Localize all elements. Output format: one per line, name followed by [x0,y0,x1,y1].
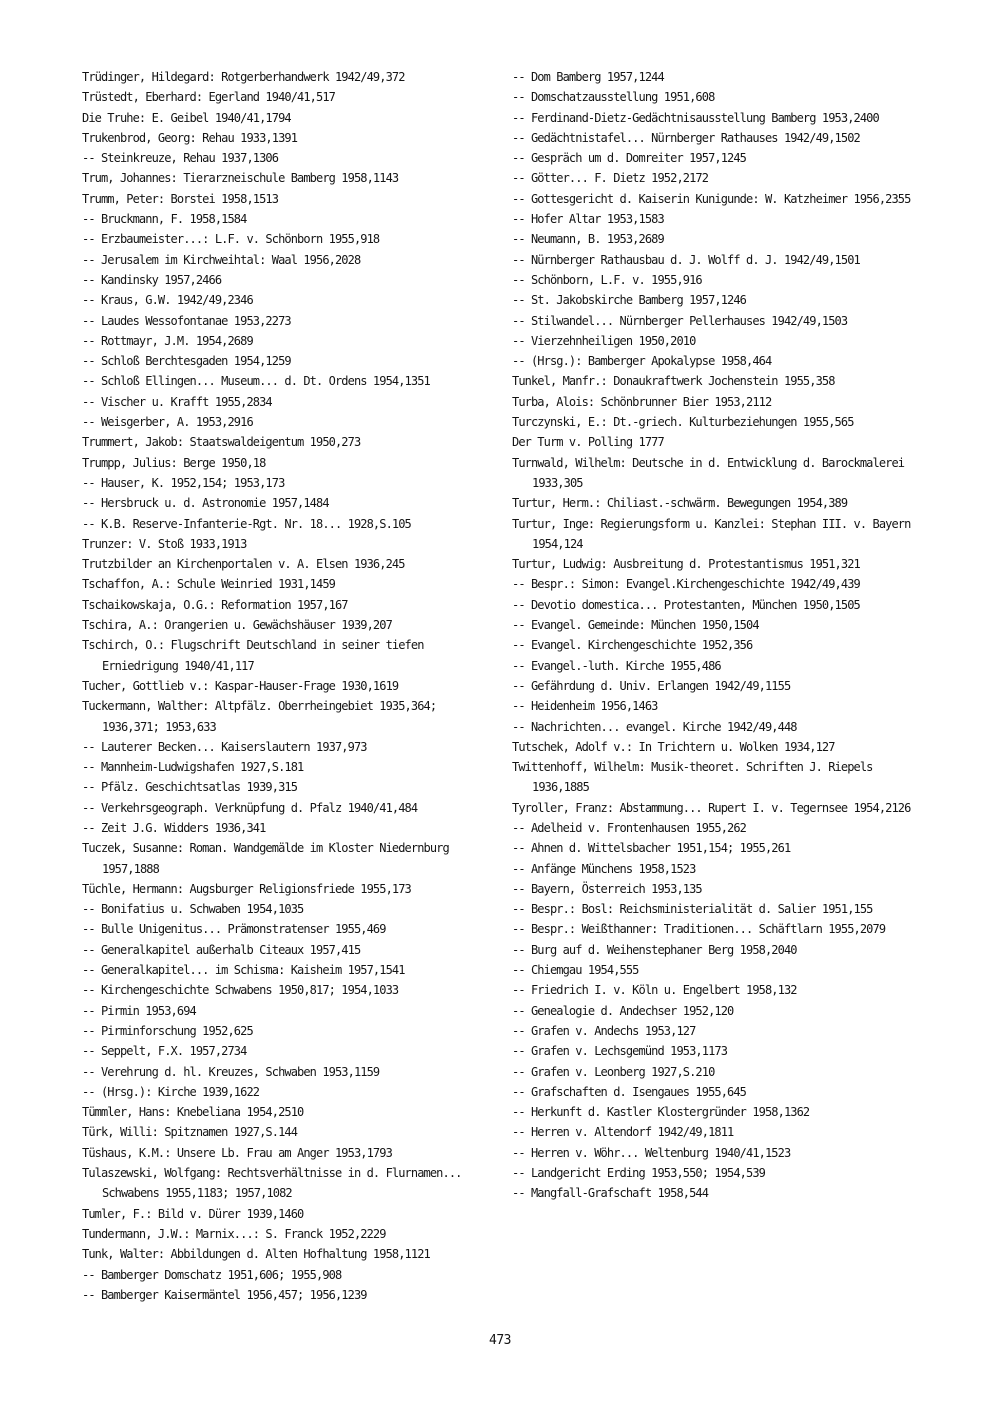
index-entry: -- Verkehrsgeograph. Verknüpfung d. Pfalz 1940/41,484 [82,800,418,815]
index-entry: -- Pirmin 1953,694 [82,1003,196,1018]
index-entry: Tutschek, Adolf v.: In Trichtern u. Wolken 1934,127 [512,739,835,754]
index-entry: -- Bespr.: Simon: Evangel.Kirchengeschichte 1942/49,439 [512,577,860,592]
index-entry: -- Nürnberger Rathausbau d. J. Wolff d. J. 1942/49,1501 [512,252,860,267]
index-entry: -- Schönborn, L.F. v. 1955,916 [512,272,702,287]
index-entry: -- Hauser, K. 1952,154; 1953,173 [82,475,285,490]
index-entry: -- Dom Bamberg 1957,1244 [512,70,664,84]
index-entry: Trum, Johannes: Tierarzneischule Bamberg 1958,1143 [82,171,399,186]
index-entry: Tschira, A.: Orangerien u. Gewächshäuser 1939,207 [82,618,392,633]
index-entry: Trüdinger, Hildegard: Rotgerberhandwerk 1942/49,372 [82,70,405,84]
index-entry: Tunkel, Manfr.: Donaukraftwerk Jochenstein 1955,358 [512,374,835,389]
index-entry: -- Pirminforschung 1952,625 [82,1023,253,1038]
index-entry: -- Ahnen d. Wittelsbacher 1951,154; 1955,261 [512,841,791,856]
index-entry: -- Heidenheim 1956,1463 [512,699,658,714]
index-entry: Tuckermann, Walther: Altpfälz. Oberrheingebiet 1935,364; 1936,371; 1953,633 [82,699,437,734]
index-entry: -- Mannheim-Ludwigshafen 1927,S.181 [82,760,304,775]
index-entry: -- Zeit J.G. Widders 1936,341 [82,820,266,835]
index-entry: -- Domschatzausstellung 1951,608 [512,90,715,105]
index-entry: -- Grafen v. Andechs 1953,127 [512,1023,696,1038]
index-entry: Türk, Willi: Spitznamen 1927,S.144 [82,1125,298,1140]
index-entry: Tüchle, Hermann: Augsburger Religionsfriede 1955,173 [82,881,411,896]
index-entry: Tschaikowskaja, O.G.: Reformation 1957,167 [82,597,348,612]
index-entry: Turtur, Inge: Regierungsform u. Kanzlei: Stephan III. v. Bayern 1954,124 [512,516,911,551]
index-entry: Tucher, Gottlieb v.: Kaspar-Hauser-Frage 1930,1619 [82,678,399,693]
index-entry: -- Götter... F. Dietz 1952,2172 [512,171,709,186]
index-entry: -- Landgericht Erding 1953,550; 1954,539 [512,1166,765,1181]
index-entry: Trumpp, Julius: Berge 1950,18 [82,455,266,470]
index-entry: Trutzbilder an Kirchenportalen v. A. Elsen 1936,245 [82,557,405,572]
index-entry: -- Jerusalem im Kirchweihtal: Waal 1956,2028 [82,252,361,267]
index-entry: -- Bamberger Kaisermäntel 1956,457; 1956,1239 [82,1287,367,1302]
index-entry: -- Lauterer Becken... Kaiserslautern 1937,973 [82,739,367,754]
index-entry: Der Turm v. Polling 1777 [512,435,664,450]
index-entry: -- Bespr.: Bosl: Reichsministerialität d. Salier 1951,155 [512,902,873,917]
index-entry: -- Evangel.-luth. Kirche 1955,486 [512,658,721,673]
index-entry: Turba, Alois: Schönbrunner Bier 1953,2112 [512,394,772,409]
index-entry: Trunzer: V. Stoß 1933,1913 [82,536,247,551]
index-entry: -- Devotio domestica... Protestanten, München 1950,1505 [512,597,860,612]
index-entry: Turtur, Herm.: Chiliast.-schwärm. Bewegungen 1954,389 [512,496,848,511]
index-entry: -- Vischer u. Krafft 1955,2834 [82,394,272,409]
index-entry: -- Gottesgericht d. Kaiserin Kunigunde: W. Katzheimer 1956,2355 [512,191,911,206]
index-entry: -- Bamberger Domschatz 1951,606; 1955,908 [82,1267,342,1282]
index-entry: -- Steinkreuze, Rehau 1937,1306 [82,151,279,166]
index-entry: -- Gedächtnistafel... Nürnberger Rathauses 1942/49,1502 [512,130,860,145]
index-entry: -- Gefährdung d. Univ. Erlangen 1942/49,1155 [512,678,791,693]
index-entry: -- Seppelt, F.X. 1957,2734 [82,1044,247,1059]
index-entry: -- Hofer Altar 1953,1583 [512,212,664,227]
index-entry: Turczynski, E.: Dt.-griech. Kulturbeziehungen 1955,565 [512,415,854,430]
index-entry: Tundermann, J.W.: Marnix...: S. Franck 1952,2229 [82,1226,386,1241]
index-entry: Die Truhe: E. Geibel 1940/41,1794 [82,110,291,125]
index-entry: Tuczek, Susanne: Roman. Wandgemälde im Kloster Niedernburg 1957,1888 [82,841,449,876]
index-entry: -- Anfänge Münchens 1958,1523 [512,861,696,876]
index-entry: -- Bayern, Österreich 1953,135 [512,881,702,896]
index-entry: Trukenbrod, Georg: Rehau 1933,1391 [82,130,298,145]
index-entry: -- K.B. Reserve-Infanterie-Rgt. Nr. 18... 1928,S.105 [82,516,411,531]
index-entry: -- Herkunft d. Kastler Klostergründer 1958,1362 [512,1105,810,1120]
index-entry: Tyroller, Franz: Abstammung... Rupert I. v. Tegernsee 1954,2126 [512,800,911,815]
index-entry: -- Stilwandel... Nürnberger Pellerhauses 1942/49,1503 [512,313,848,328]
index-entry: Tümmler, Hans: Knebeliana 1954,2510 [82,1105,304,1120]
index-entry: -- Rottmayr, J.M. 1954,2689 [82,333,253,348]
index-entry: -- Pfälz. Geschichtsatlas 1939,315 [82,780,298,795]
index-entry: Turnwald, Wilhelm: Deutsche in d. Entwicklung d. Barockmalerei 1933,305 [512,455,905,490]
index-entry: -- Friedrich I. v. Köln u. Engelbert 1958,132 [512,983,797,998]
index-entry: -- Burg auf d. Weihenstephaner Berg 1958,2040 [512,942,797,957]
index-entry: -- Bespr.: Weißthanner: Traditionen... Schäftlarn 1955,2079 [512,922,886,937]
index-entry: -- Kandinsky 1957,2466 [82,272,222,287]
index-entry: -- (Hrsg.): Bamberger Apokalypse 1958,464 [512,354,772,369]
index-entry: -- Grafen v. Leonberg 1927,S.210 [512,1064,715,1079]
index-entry: -- Generalkapitel... im Schisma: Kaisheim 1957,1541 [82,963,405,978]
left-column [82,67,492,1305]
index-entry: -- Weisgerber, A. 1953,2916 [82,415,253,430]
index-entry: -- Schloß Berchtesgaden 1954,1259 [82,354,291,369]
index-entry: Turtur, Ludwig: Ausbreitung d. Protestantismus 1951,321 [512,557,860,572]
index-entry: -- Herren v. Wöhr... Weltenburg 1940/41,1523 [512,1145,791,1160]
index-entry: Tschaffon, A.: Schule Weinried 1931,1459 [82,577,335,592]
index-entry: Tschirch, O.: Flugschrift Deutschland in seiner tiefen Erniedrigung 1940/41,117 [82,638,424,673]
index-entry: -- Chiemgau 1954,555 [512,963,639,978]
index-entry: Trummert, Jakob: Staatswaldeigentum 1950,273 [82,435,361,450]
index-entry: -- Laudes Wessofontanae 1953,2273 [82,313,291,328]
index-entry: -- Adelheid v. Frontenhausen 1955,262 [512,820,747,835]
index-entry: -- Neumann, B. 1953,2689 [512,232,664,247]
index-entry: -- Ferdinand-Dietz-Gedächtnisausstellung Bamberg 1953,2400 [512,110,879,125]
page-number: 473 [489,1333,511,1348]
index-entry: -- Bonifatius u. Schwaben 1954,1035 [82,902,304,917]
index-entry: -- Herren v. Altendorf 1942/49,1811 [512,1125,734,1140]
index-entry: Trumm, Peter: Borstei 1958,1513 [82,191,279,206]
index-entry: -- Hersbruck u. d. Astronomie 1957,1484 [82,496,329,511]
index-entry: -- Evangel. Kirchengeschichte 1952,356 [512,638,753,653]
index-entry: -- Genealogie d. Andechser 1952,120 [512,1003,734,1018]
index-entry: Tunk, Walter: Abbildungen d. Alten Hofhaltung 1958,1121 [82,1247,430,1262]
index-entry: -- (Hrsg.): Kirche 1939,1622 [82,1084,260,1099]
index-entry: -- Kirchengeschichte Schwabens 1950,817; 1954,1033 [82,983,399,998]
index-entry: Trüstedt, Eberhard: Egerland 1940/41,517 [82,90,335,105]
index-entry: -- Schloß Ellingen... Museum... d. Dt. Ordens 1954,1351 [82,374,430,389]
index-entry: Tulaszewski, Wolfgang: Rechtsverhältnisse in d. Flurnamen... Schwabens 1955,1183; 1957,1082 [82,1166,462,1201]
index-entry: Tumler, F.: Bild v. Dürer 1939,1460 [82,1206,304,1221]
index-entry: -- Generalkapitel außerhalb Citeaux 1957,415 [82,942,361,957]
index-entry: -- Nachrichten... evangel. Kirche 1942/49,448 [512,719,797,734]
index-entry: Twittenhoff, Wilhelm: Musik-theoret. Schriften J. Riepels 1936,1885 [512,760,873,795]
index-entry: Tüshaus, K.M.: Unsere Lb. Frau am Anger 1953,1793 [82,1145,392,1160]
index-entry: -- Bulle Unigenitus... Prämonstratenser 1955,469 [82,922,386,937]
index-entry: -- Grafschaften d. Isengaues 1955,645 [512,1084,747,1099]
index-entry: -- Bruckmann, F. 1958,1584 [82,212,247,227]
index-entry: -- Erzbaumeister...: L.F. v. Schönborn 1955,918 [82,232,380,247]
index-entry: -- Grafen v. Lechsgemünd 1953,1173 [512,1044,728,1059]
index-entry: -- Evangel. Gemeinde: München 1950,1504 [512,618,759,633]
index-entry: -- Gespräch um d. Domreiter 1957,1245 [512,151,747,166]
index-entry: -- Mangfall-Grafschaft 1958,544 [512,1186,709,1201]
right-column [512,67,927,1204]
index-entry: -- Verehrung d. hl. Kreuzes, Schwaben 1953,1159 [82,1064,380,1079]
index-entry: -- St. Jakobskirche Bamberg 1957,1246 [512,293,747,308]
index-entry: -- Vierzehnheiligen 1950,2010 [512,333,696,348]
index-entry: -- Kraus, G.W. 1942/49,2346 [82,293,253,308]
